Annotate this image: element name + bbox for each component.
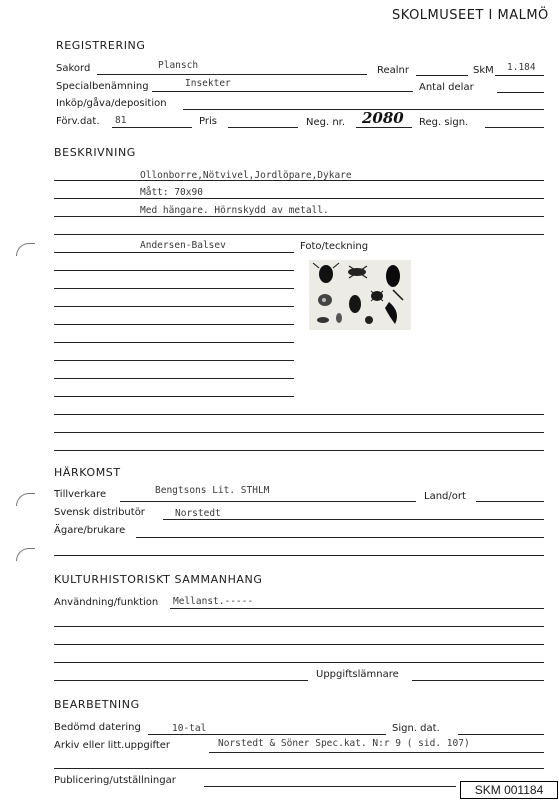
foto-label: Foto/teckning <box>300 241 369 252</box>
origin-heading: HÄRKOMST <box>54 466 121 479</box>
agare-label: Ägare/brukare <box>54 525 126 536</box>
distributor-label: Svensk distributör <box>54 507 145 518</box>
punch-hole-icon <box>16 493 35 506</box>
arkiv-label: Arkiv eller litt.uppgifter <box>54 740 171 751</box>
sakord-value: Plansch <box>158 60 199 71</box>
insect-plate-photo <box>309 260 411 330</box>
description-line2: Mått: 70x90 <box>140 187 203 198</box>
punch-hole-icon <box>16 548 35 561</box>
realnr-label: Realnr <box>377 65 410 76</box>
pris-label: Pris <box>199 116 217 127</box>
datering-value: 10-tal <box>172 723 207 734</box>
punch-hole-icon <box>16 243 35 256</box>
signdat-label: Sign. dat. <box>392 723 440 734</box>
skm-label: SkM <box>473 65 494 76</box>
regsign-label: Reg. sign. <box>419 117 469 128</box>
tillverkare-value: Bengtsons Lit. STHLM <box>155 485 270 496</box>
anv-value: Mellanst.----- <box>173 596 254 607</box>
neg-label: Neg. nr. <box>306 117 346 128</box>
registration-heading: REGISTRERING <box>56 39 146 52</box>
land-label: Land/ort <box>424 491 466 502</box>
publ-label: Publicering/utställningar <box>54 775 176 786</box>
tillverkare-label: Tillverkare <box>54 489 107 500</box>
sakord-label: Sakord <box>56 63 91 74</box>
antal-label: Antal delar <box>419 82 474 93</box>
special-value: Insekter <box>185 78 231 89</box>
forv-label: Förv.dat. <box>56 116 100 127</box>
special-label: Specialbenämning <box>56 81 149 92</box>
description-line3: Med hängare. Hörnskydd av metall. <box>140 205 329 216</box>
inkop-label: Inköp/gåva/deposition <box>56 98 167 109</box>
anv-label: Användning/funktion <box>54 597 159 608</box>
description-line1: Ollonborre,Nötvivel,Jordlöpare,Dykare <box>140 170 352 181</box>
description-heading: BESKRIVNING <box>54 146 136 159</box>
datering-label: Bedömd datering <box>54 722 141 733</box>
arkiv-value: Norstedt & Söner Spec.kat. N:r 9 ( sid. 107) <box>218 738 470 749</box>
forv-value: 81 <box>115 115 127 126</box>
neg-value: 2080 <box>362 109 404 127</box>
uppgift-label: Uppgiftslämnare <box>316 669 399 680</box>
cultural-heading: KULTURHISTORISKT SAMMANHANG <box>54 573 263 586</box>
skm-value: 1.184 <box>507 62 536 73</box>
museum-title: SKOLMUSEET I MALMÖ <box>392 8 549 23</box>
artist-value: Andersen-Balsev <box>140 240 226 251</box>
distributor-value: Norstedt <box>175 508 221 519</box>
catalog-number-label: SKM 001184 <box>460 781 558 799</box>
processing-heading: BEARBETNING <box>54 698 140 711</box>
